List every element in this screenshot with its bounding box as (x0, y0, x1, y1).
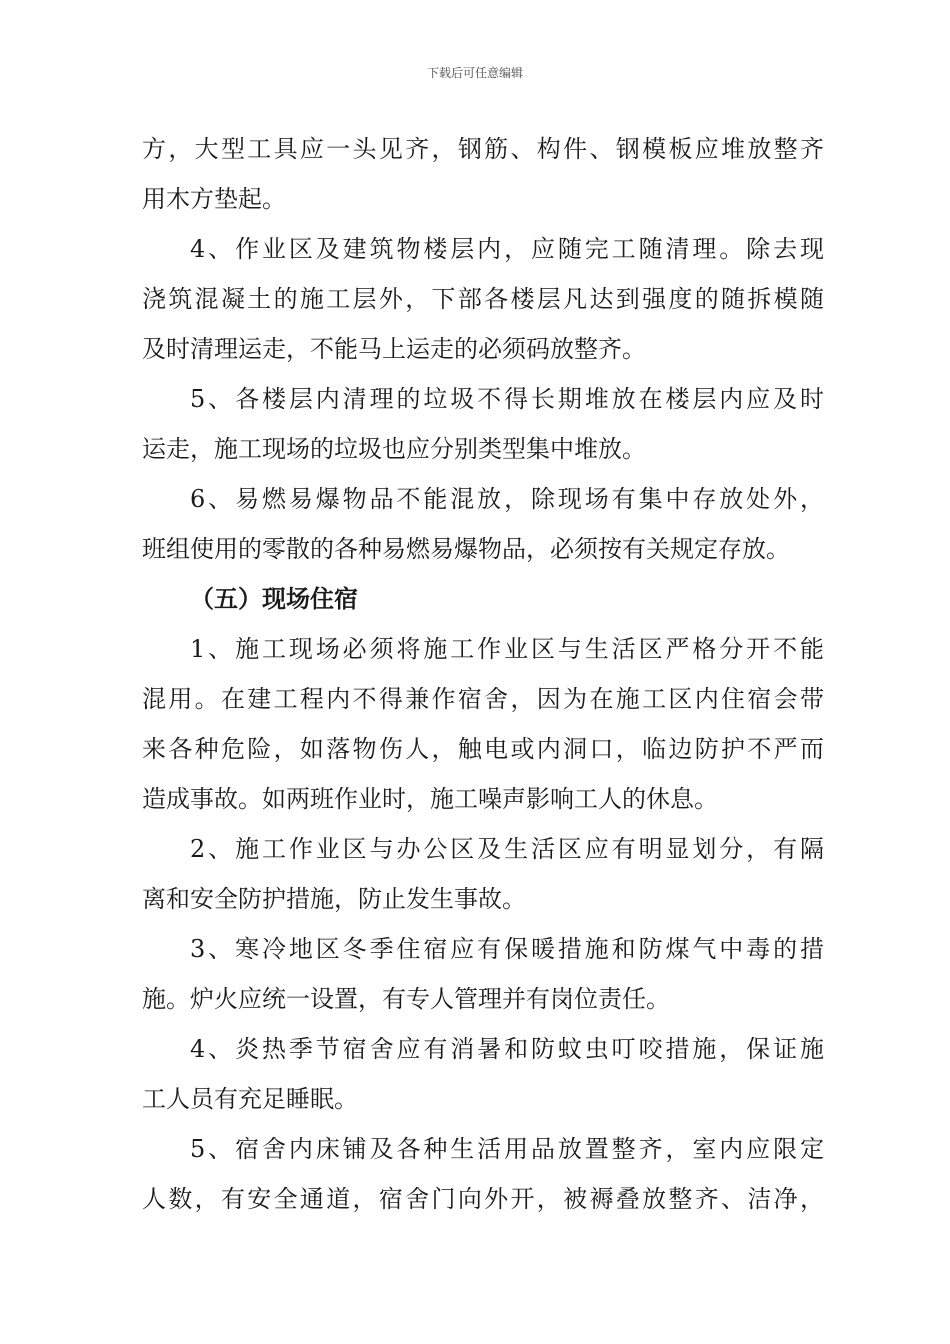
document-body (142, 124, 824, 1224)
text-line: 1、施工现场必须将施工作业区与生活区严格分开不能 (190, 635, 824, 663)
text-line: 4、作业区及建筑物楼层内，应随完工随清理。除去现 (190, 235, 824, 263)
text-line: 离和安全防护措施，防止发生事故。 (142, 885, 526, 913)
text-line: 人数，有安全通道，宿舍门向外开，被褥叠放整齐、洁净， (142, 1185, 824, 1213)
text-line: 5、宿舍内床铺及各种生活用品放置整齐，室内应限定 (190, 1135, 824, 1163)
text-line: 运走，施工现场的垃圾也应分别类型集中堆放。 (142, 435, 646, 463)
text-line: 5、各楼层内清理的垃圾不得长期堆放在楼层内应及时 (190, 385, 824, 413)
text-line: 浇筑混凝土的施工层外，下部各楼层凡达到强度的随拆模随 (142, 285, 824, 313)
text-line: 4、炎热季节宿舍应有消暑和防蚊虫叮咬措施，保证施 (190, 1035, 824, 1063)
text-line: 混用。在建工程内不得兼作宿舍，因为在施工区内住宿会带 (142, 685, 824, 713)
text-line: 方，大型工具应一头见齐，钢筋、构件、钢模板应堆放整齐 (142, 135, 824, 163)
text-line: 3、寒冷地区冬季住宿应有保暖措施和防煤气中毒的措 (190, 935, 824, 963)
page-header: 下载后可任意编辑 (426, 66, 523, 80)
text-line: 造成事故。如两班作业时，施工噪声影响工人的休息。 (142, 785, 718, 813)
text-line: 施。炉火应统一设置，有专人管理并有岗位责任。 (142, 985, 670, 1013)
text-line: 班组使用的零散的各种易燃易爆物品，必须按有关规定存放。 (142, 535, 790, 563)
text-line: 2、施工作业区与办公区及生活区应有明显划分，有隔 (190, 835, 824, 863)
section-heading: （五）现场住宿 (190, 585, 358, 613)
text-line: 来各种危险，如落物伤人，触电或内洞口，临边防护不严而 (142, 735, 824, 763)
text-line: 用木方垫起。 (142, 185, 286, 213)
text-line: 工人员有充足睡眠。 (142, 1085, 358, 1113)
text-line: 6、易燃易爆物品不能混放，除现场有集中存放处外， (190, 485, 824, 513)
text-line: 及时清理运走，不能马上运走的必须码放整齐。 (142, 335, 646, 363)
